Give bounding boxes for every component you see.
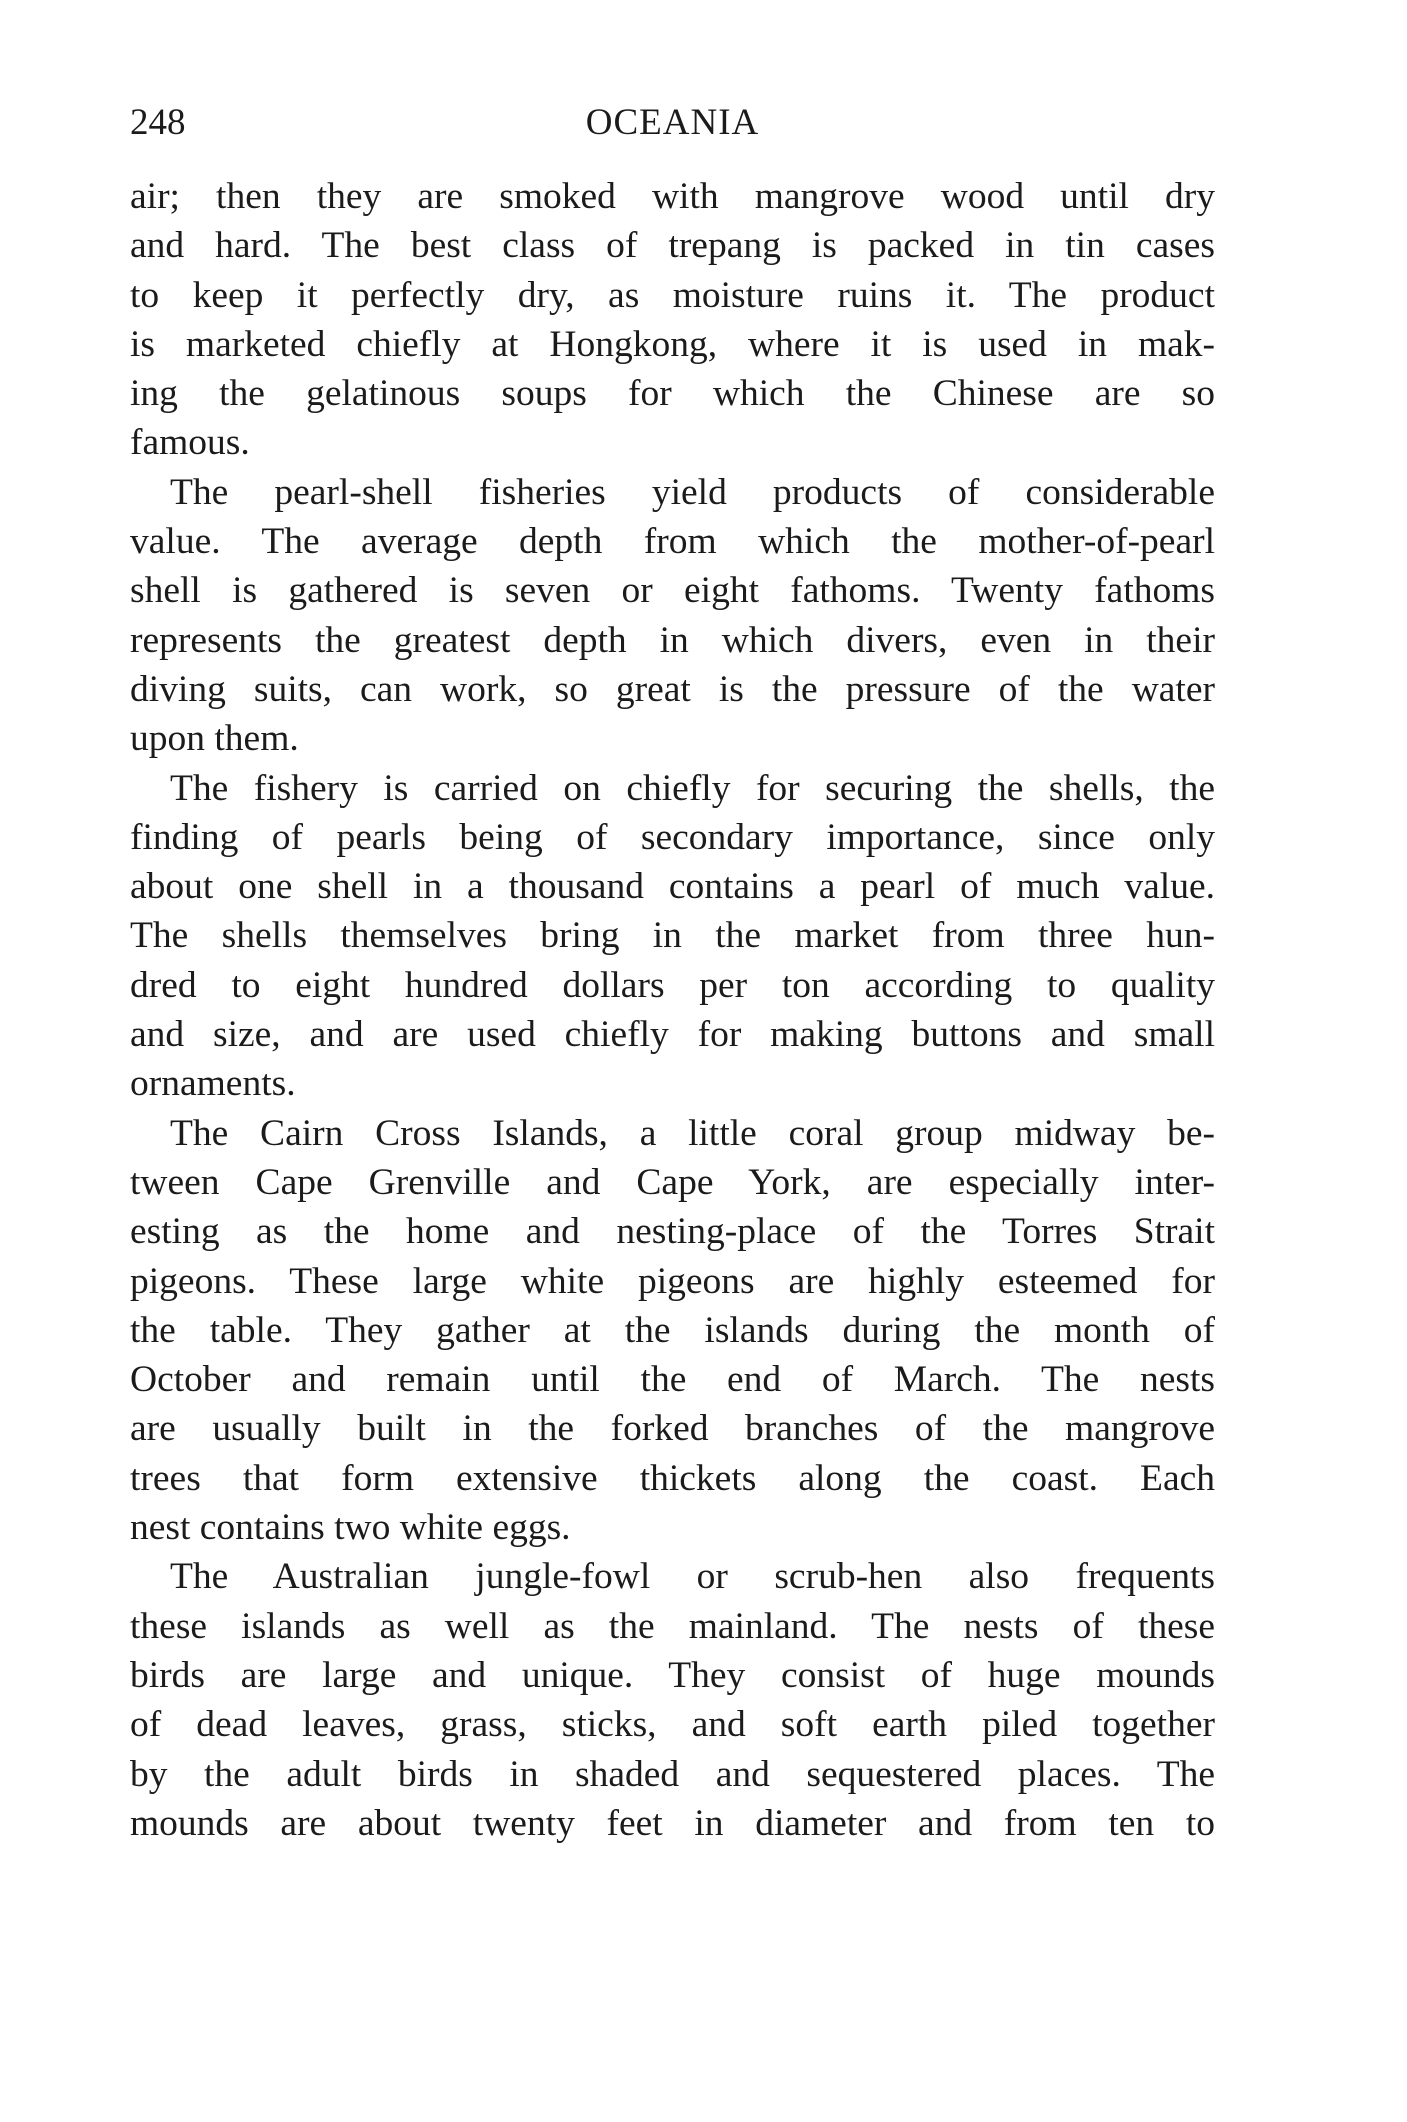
text-line: esting as the home and nesting-place of the Torres Strait (130, 1211, 1215, 1253)
paragraph-cairn-cross (130, 1109, 1215, 1553)
text-line: to keep it perfectly dry, as moisture ruins it. The product (130, 274, 1215, 316)
text-line: nest contains two white eggs. (130, 1507, 571, 1549)
paragraph-jungle-fowl (130, 1552, 1215, 1848)
text-line: October and remain until the end of March. The nests (130, 1359, 1215, 1401)
text-line: upon them. (130, 718, 299, 760)
text-line: The Australian jungle-fowl or scrub-hen also frequents (170, 1556, 1215, 1598)
text-line: ing the gelatinous soups for which the Chinese are so (130, 373, 1215, 415)
body-text (130, 172, 1215, 1848)
text-line: these islands as well as the mainland. The nests of these (130, 1605, 1215, 1647)
text-line: represents the greatest depth in which divers, even in their (130, 619, 1215, 661)
text-line: The Cairn Cross Islands, a little coral group midway be- (170, 1112, 1215, 1154)
text-line: and size, and are used chiefly for making buttons and small (130, 1014, 1215, 1056)
text-line: trees that form extensive thickets along the coast. Each (130, 1457, 1215, 1499)
text-line: The fishery is carried on chiefly for securing the shells, the (170, 767, 1215, 809)
text-line: the table. They gather at the islands during the month of (130, 1309, 1215, 1351)
text-line: of dead leaves, grass, sticks, and soft earth piled together (130, 1704, 1215, 1746)
text-line: by the adult birds in shaded and sequestered places. The (130, 1753, 1215, 1795)
text-line: The pearl-shell fisheries yield products of considerable (170, 471, 1215, 513)
text-line: pigeons. These large white pigeons are highly esteemed for (130, 1260, 1215, 1302)
text-line: ornaments. (130, 1063, 296, 1105)
paragraph-pearl-shell (130, 468, 1215, 764)
text-line: about one shell in a thousand contains a pearl of much value. (130, 866, 1215, 908)
paragraph-fishery (130, 764, 1215, 1109)
text-line: dred to eight hundred dollars per ton according to quality (130, 964, 1215, 1006)
text-line: shell is gathered is seven or eight fathoms. Twenty fathoms (130, 570, 1215, 612)
running-head: OCEANIA (585, 102, 760, 143)
text-line: are usually built in the forked branches of the mangrove (130, 1408, 1215, 1450)
paragraph-trepang (130, 172, 1215, 468)
text-line: finding of pearls being of secondary importance, since only (130, 816, 1215, 858)
text-line: mounds are about twenty feet in diameter and from ten to (130, 1802, 1215, 1844)
text-line: air; then they are smoked with mangrove wood until dry (130, 176, 1215, 217)
page-number: 248 (130, 102, 186, 143)
text-line: value. The average depth from which the mother-of-pearl (130, 521, 1215, 563)
text-line: is marketed chiefly at Hongkong, where it is used in mak- (130, 323, 1215, 365)
text-line: tween Cape Grenville and Cape York, are especially inter- (130, 1161, 1215, 1203)
text-line: birds are large and unique. They consist of huge mounds (130, 1654, 1215, 1696)
page-header (130, 98, 1215, 148)
text-line: The shells themselves bring in the market from three hun- (130, 915, 1215, 957)
text-line: diving suits, can work, so great is the pressure of the water (130, 668, 1215, 710)
text-line: and hard. The best class of trepang is packed in tin cases (130, 225, 1215, 267)
text-line: famous. (130, 422, 250, 464)
